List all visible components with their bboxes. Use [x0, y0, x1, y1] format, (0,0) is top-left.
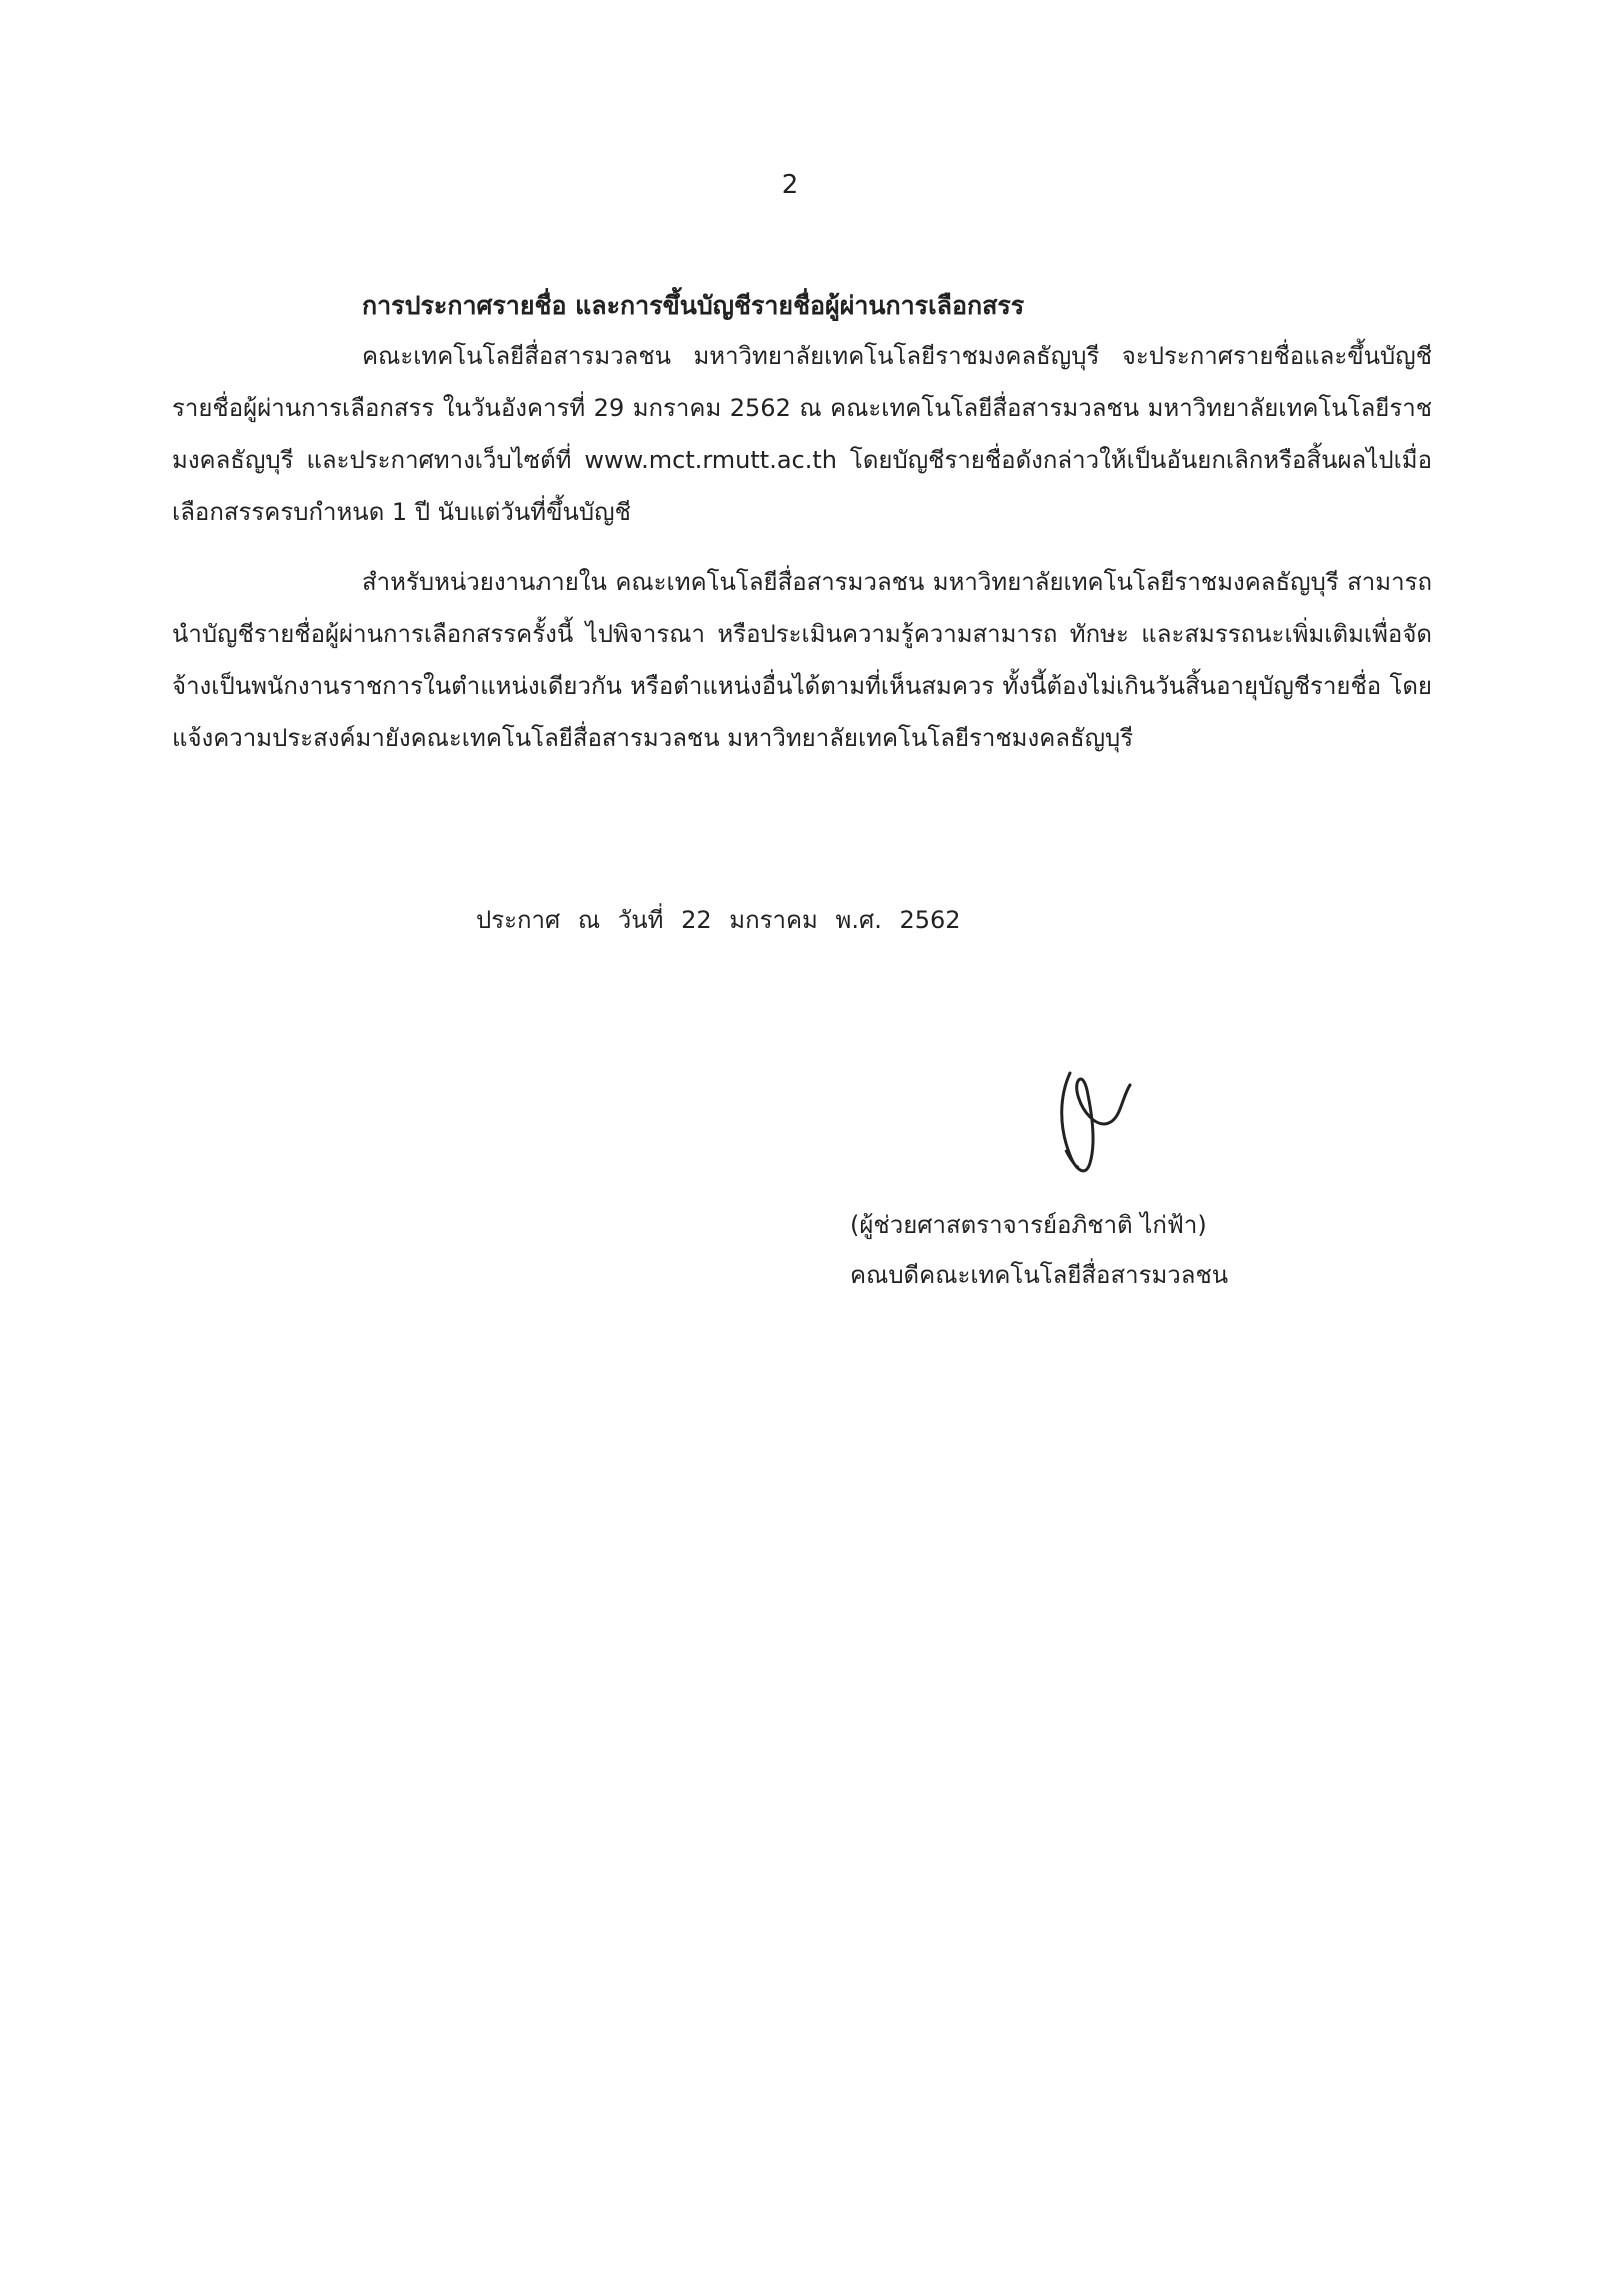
page-number: 2	[781, 170, 799, 200]
paragraph-announcement: คณะเทคโนโลยีสื่อสารมวลชน มหาวิทยาลัยเทคโนโลยีราชมงคลธัญบุรี จะประกาศรายชื่อและขึ้นบัญชีรายชื่อผู้ผ่านการเลือกสรร ในวันอังคารที่ 29 มกราคม 2562 ณ คณะเทคโนโลยีสื่อสารมวลชน มหาวิทยาลัยเทคโนโลยีราชมงคลธัญบุรี และประกาศทางเว็บไซต์ที่ www.mct.rmutt.ac.th โดยบัญชีรายชื่อดังกล่าวให้เป็นอันยกเลิกหรือสิ้นผลไปเมื่อเลือกสรรครบกำหนด 1 ปี นับแต่วันที่ขึ้นบัญชี	[172, 342, 1432, 526]
announcement-date: ประกาศ ณ วันที่ 22 มกราคม พ.ศ. 2562	[476, 906, 961, 934]
signer-name: (ผู้ช่วยศาสตราจารย์อภิชาติ ไก่ฟ้า)	[850, 1211, 1207, 1239]
paragraph-internal-use: สำหรับหน่วยงานภายใน คณะเทคโนโลยีสื่อสารมวลชน มหาวิทยาลัยเทคโนโลยีราชมงคลธัญบุรี สามารถนำบัญชีรายชื่อผู้ผ่านการเลือกสรรครั้งนี้ ไปพิจารณา หรือประเมินความรู้ความสามารถ ทักษะ และสมรรถนะเพิ่มเติมเพื่อจัดจ้างเป็นพนักงานราชการในตำแหน่งเดียวกัน หรือตำแหน่งอื่นได้ตามที่เห็นสมควร ทั้งนี้ต้องไม่เกินวันสิ้นอายุบัญชีรายชื่อ โดยแจ้งความประสงค์มายังคณะเทคโนโลยีสื่อสารมวลชน มหาวิทยาลัยเทคโนโลยีราชมงคลธัญบุรี	[172, 568, 1432, 752]
section-heading: การประกาศรายชื่อ และการขึ้นบัญชีรายชื่อผู้ผ่านการเลือกสรร	[362, 291, 1025, 320]
signature-image	[1030, 1055, 1160, 1185]
signer-title: คณบดีคณะเทคโนโลยีสื่อสารมวลชน	[850, 1261, 1229, 1289]
